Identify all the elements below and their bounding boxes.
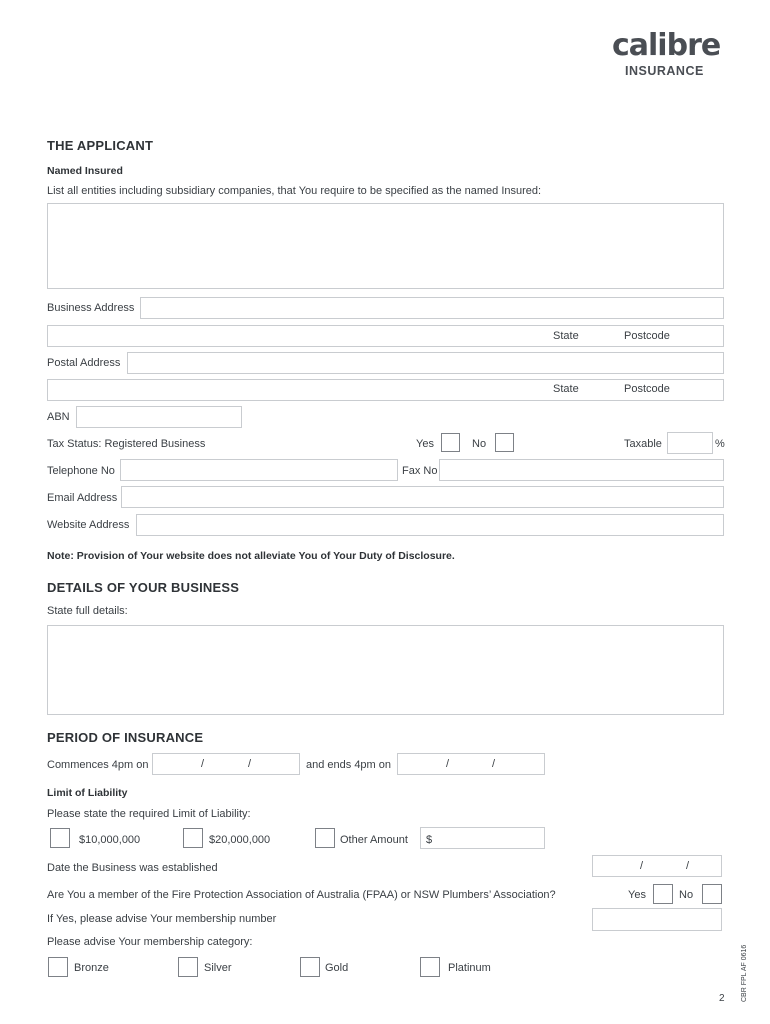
period-heading: PERIOD OF INSURANCE [47, 730, 204, 745]
postal-postcode-label: Postcode [624, 383, 670, 395]
business-details-textarea[interactable] [47, 625, 724, 715]
telephone-input[interactable] [120, 459, 398, 481]
tax-status-label: Tax Status: Registered Business [47, 438, 206, 450]
established-slash-2: / [686, 860, 690, 872]
limit-other-checkbox[interactable] [315, 828, 335, 848]
membership-category-label: Please advise Your membership category: [47, 936, 253, 948]
established-date-input[interactable] [592, 855, 722, 877]
logo-insurance-text: INSURANCE [625, 64, 704, 78]
limit-10m-label: $10,000,000 [79, 834, 141, 846]
page-number: 2 [719, 993, 725, 1004]
business-address-input[interactable] [140, 297, 724, 319]
established-slash-1: / [640, 860, 644, 872]
commences-slash-2: / [248, 758, 252, 770]
form-code: CBR FPL AF 0616 [741, 944, 748, 1002]
other-amount-input[interactable] [420, 827, 545, 849]
business-heading: DETAILS OF YOUR BUSINESS [47, 580, 240, 595]
fax-label: Fax No [402, 465, 438, 477]
commences-label: Commences 4pm on [47, 759, 149, 771]
logo-wordmark: calibre [612, 28, 721, 63]
website-input[interactable] [136, 514, 724, 536]
tax-yes-checkbox[interactable] [441, 433, 460, 452]
limit-instruction: Please state the required Limit of Liability: [47, 808, 251, 820]
commences-slash-1: / [201, 758, 205, 770]
member-no-checkbox[interactable] [702, 884, 722, 904]
category-bronze-label: Bronze [74, 962, 109, 974]
limit-heading: Limit of Liability [47, 787, 128, 799]
limit-other-label: Other Amount [340, 834, 408, 846]
business-address-label: Business Address [47, 302, 135, 314]
abn-input[interactable] [76, 406, 242, 428]
tax-yes-label: Yes [416, 438, 434, 450]
tax-no-checkbox[interactable] [495, 433, 514, 452]
ends-date-input[interactable] [397, 753, 545, 775]
tax-no-label: No [472, 438, 487, 450]
member-question: Are You a member of the Fire Protection Association of Australia (FPAA) or NSW Plumbers’ Association? [47, 889, 556, 901]
percent-symbol: % [715, 438, 725, 450]
telephone-label: Telephone No [47, 465, 115, 477]
membership-number-input[interactable] [592, 908, 722, 931]
category-bronze-checkbox[interactable] [48, 957, 68, 977]
postal-address-line2-input[interactable] [47, 379, 724, 401]
limit-20m-checkbox[interactable] [183, 828, 203, 848]
category-silver-label: Silver [204, 962, 232, 974]
email-label: Email Address [47, 492, 118, 504]
member-yes-label: Yes [628, 889, 646, 901]
established-label: Date the Business was established [47, 862, 218, 874]
category-gold-label: Gold [325, 962, 349, 974]
fax-input[interactable] [439, 459, 724, 481]
abn-label: ABN [47, 411, 70, 423]
ends-label: and ends 4pm on [306, 759, 392, 771]
limit-20m-label: $20,000,000 [209, 834, 271, 846]
category-gold-checkbox[interactable] [300, 957, 320, 977]
limit-10m-checkbox[interactable] [50, 828, 70, 848]
ends-slash-1: / [446, 758, 450, 770]
business-address-line2-input[interactable] [47, 325, 724, 347]
member-yes-checkbox[interactable] [653, 884, 673, 904]
named-insured-textarea[interactable] [47, 203, 724, 289]
business-postcode-label: Postcode [624, 330, 670, 342]
member-no-label: No [679, 889, 694, 901]
postal-address-input[interactable] [127, 352, 724, 374]
taxable-label: Taxable [624, 438, 662, 450]
taxable-percent-input[interactable] [667, 432, 713, 454]
email-input[interactable] [121, 486, 724, 508]
category-silver-checkbox[interactable] [178, 957, 198, 977]
commences-date-input[interactable] [152, 753, 300, 775]
named-insured-instruction: List all entities including subsidiary companies, that You require to be specified as the named Insured: [47, 185, 542, 197]
website-label: Website Address [47, 519, 130, 531]
business-state-label: State [553, 330, 579, 342]
business-instruction: State full details: [47, 605, 128, 617]
membership-number-label: If Yes, please advise Your membership number [47, 913, 277, 925]
dollar-symbol: $ [426, 834, 433, 846]
postal-state-label: State [553, 383, 579, 395]
category-platinum-label: Platinum [448, 962, 491, 974]
ends-slash-2: / [492, 758, 496, 770]
postal-address-label: Postal Address [47, 357, 121, 369]
named-insured-label: Named Insured [47, 165, 123, 177]
category-platinum-checkbox[interactable] [420, 957, 440, 977]
applicant-heading: THE APPLICANT [47, 138, 154, 153]
disclosure-note: Note: Provision of Your website does not alleviate You of Your Duty of Disclosure. [47, 550, 455, 562]
